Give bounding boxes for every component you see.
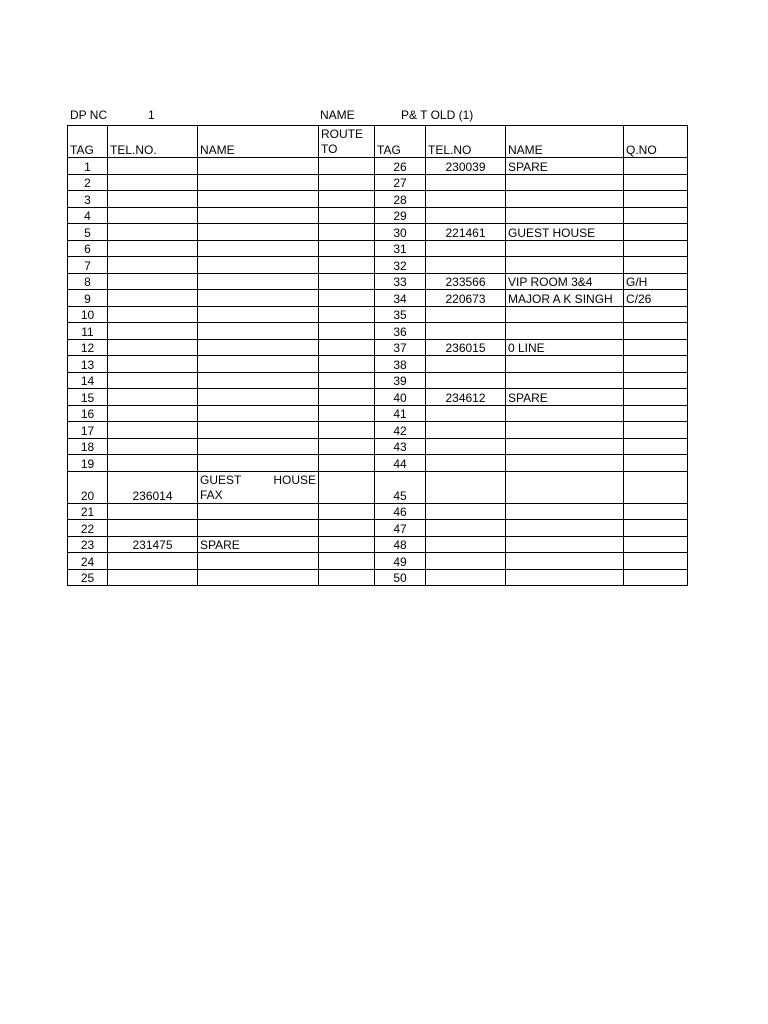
table-row [68, 207, 688, 224]
tag2-cell: 48 [375, 536, 426, 553]
name-cell: SPARE [198, 536, 319, 553]
tag2-cell: 41 [375, 405, 426, 422]
route-cell [319, 438, 375, 455]
tag2-cell: 38 [375, 356, 426, 373]
qno-cell [624, 503, 688, 520]
table-row [68, 174, 688, 191]
tag-cell: 17 [68, 422, 108, 439]
name-cell [198, 339, 319, 356]
tel2-cell: 233566 [426, 273, 506, 290]
name2-cell [506, 356, 624, 373]
tag2-cell: 26 [375, 158, 426, 175]
name-cell [198, 273, 319, 290]
tag-cell: 24 [68, 553, 108, 570]
table-row [68, 306, 688, 323]
tel-cell [108, 306, 198, 323]
qno-cell [624, 240, 688, 257]
route-cell [319, 224, 375, 241]
tel2-cell [426, 438, 506, 455]
name-cell [198, 438, 319, 455]
dp-value: 1 [148, 108, 155, 122]
name-cell [198, 306, 319, 323]
tag2-cell: 35 [375, 306, 426, 323]
tel2-cell [426, 553, 506, 570]
name-cell [198, 422, 319, 439]
name-cell [198, 240, 319, 257]
col-qno: Q.NO [624, 126, 688, 158]
name2-cell [506, 372, 624, 389]
qno-cell [624, 455, 688, 472]
tag2-cell: 29 [375, 207, 426, 224]
name-cell [198, 257, 319, 274]
route-cell [319, 207, 375, 224]
tag2-cell: 34 [375, 290, 426, 307]
route-cell [319, 422, 375, 439]
table-row [68, 240, 688, 257]
table-row [68, 422, 688, 439]
route-cell [319, 389, 375, 406]
col-name: NAME [198, 126, 319, 158]
qno-cell [624, 158, 688, 175]
tel-cell [108, 323, 198, 340]
tag-cell: 3 [68, 191, 108, 208]
name2-cell: SPARE [506, 158, 624, 175]
name2-cell [506, 455, 624, 472]
qno-cell [624, 422, 688, 439]
name2-cell: GUEST HOUSE [506, 224, 624, 241]
name-cell [198, 569, 319, 586]
route-cell [319, 323, 375, 340]
name2-cell [506, 520, 624, 537]
table-row [68, 553, 688, 570]
qno-cell [624, 323, 688, 340]
route-cell [319, 339, 375, 356]
tel-cell [108, 257, 198, 274]
name-cell [198, 290, 319, 307]
tel-cell [108, 503, 198, 520]
tel-cell [108, 520, 198, 537]
name2-cell: MAJOR A K SINGH [506, 290, 624, 307]
tel-cell [108, 174, 198, 191]
name2-cell [506, 536, 624, 553]
tag-cell: 16 [68, 405, 108, 422]
name-cell [198, 503, 319, 520]
tag2-cell: 45 [375, 471, 426, 503]
tag-cell: 1 [68, 158, 108, 175]
table-row [68, 257, 688, 274]
qno-cell [624, 174, 688, 191]
name-label: NAME [320, 108, 355, 122]
route-cell [319, 174, 375, 191]
qno-cell [624, 306, 688, 323]
tel2-cell [426, 536, 506, 553]
tel-cell [108, 455, 198, 472]
route-cell [319, 503, 375, 520]
qno-cell [624, 257, 688, 274]
name2-cell [506, 471, 624, 503]
table-row [68, 372, 688, 389]
tel2-cell [426, 520, 506, 537]
qno-cell [624, 569, 688, 586]
tag2-cell: 30 [375, 224, 426, 241]
tag2-cell: 27 [375, 174, 426, 191]
name2-cell [506, 503, 624, 520]
tel2-cell [426, 207, 506, 224]
name2-cell [506, 405, 624, 422]
tag2-cell: 44 [375, 455, 426, 472]
table-row [68, 438, 688, 455]
table-row [68, 191, 688, 208]
name-cell [198, 405, 319, 422]
route-cell [319, 536, 375, 553]
name2-cell: 0 LINE [506, 339, 624, 356]
tel-cell [108, 553, 198, 570]
tag-cell: 23 [68, 536, 108, 553]
tag-cell: 21 [68, 503, 108, 520]
tag-cell: 14 [68, 372, 108, 389]
qno-cell [624, 520, 688, 537]
name-value: P& T OLD (1) [401, 108, 474, 122]
name-cell [198, 174, 319, 191]
name-cell [198, 224, 319, 241]
tel-cell [108, 405, 198, 422]
name2-cell [506, 240, 624, 257]
qno-cell [624, 372, 688, 389]
route-cell [319, 553, 375, 570]
table-row [68, 356, 688, 373]
name2-cell: SPARE [506, 389, 624, 406]
tag2-cell: 49 [375, 553, 426, 570]
col-tag: TAG [68, 126, 108, 158]
table-row [68, 471, 688, 503]
dp-label: DP NC [70, 108, 108, 122]
tag-cell: 6 [68, 240, 108, 257]
qno-cell [624, 207, 688, 224]
route-cell [319, 257, 375, 274]
tel-cell [108, 273, 198, 290]
qno-cell [624, 438, 688, 455]
qno-cell [624, 536, 688, 553]
qno-cell [624, 553, 688, 570]
route-cell [319, 290, 375, 307]
tag2-cell: 37 [375, 339, 426, 356]
name-cell: GUEST HOUSE FAX [198, 471, 319, 503]
name-cell [198, 207, 319, 224]
col-tag2: TAG [375, 126, 426, 158]
name-cell [198, 553, 319, 570]
name-cell [198, 323, 319, 340]
tel2-cell [426, 174, 506, 191]
table-row [68, 389, 688, 406]
table-row [68, 536, 688, 553]
tel-cell [108, 191, 198, 208]
qno-cell [624, 471, 688, 503]
name-cell [198, 191, 319, 208]
route-cell [319, 569, 375, 586]
tag2-cell: 36 [375, 323, 426, 340]
tel-cell [108, 569, 198, 586]
tag-cell: 25 [68, 569, 108, 586]
tel2-cell [426, 356, 506, 373]
tag-cell: 13 [68, 356, 108, 373]
table-row [68, 339, 688, 356]
name-cell [198, 158, 319, 175]
route-cell [319, 356, 375, 373]
tel2-cell: 236015 [426, 339, 506, 356]
route-cell [319, 520, 375, 537]
tel2-cell [426, 372, 506, 389]
tag-cell: 4 [68, 207, 108, 224]
tag-cell: 19 [68, 455, 108, 472]
table-row [68, 224, 688, 241]
tag2-cell: 46 [375, 503, 426, 520]
tel-cell: 236014 [108, 471, 198, 503]
tag2-cell: 40 [375, 389, 426, 406]
tel2-cell [426, 191, 506, 208]
table-row [68, 503, 688, 520]
tag-cell: 7 [68, 257, 108, 274]
name2-cell [506, 323, 624, 340]
tel-cell [108, 356, 198, 373]
dp-table [67, 125, 688, 586]
tag-cell: 15 [68, 389, 108, 406]
table-row [68, 455, 688, 472]
tel-cell [108, 422, 198, 439]
qno-cell [624, 339, 688, 356]
tel-cell [108, 438, 198, 455]
name2-cell [506, 569, 624, 586]
qno-cell [624, 224, 688, 241]
name2-cell [506, 422, 624, 439]
tel2-cell [426, 306, 506, 323]
qno-cell: G/H [624, 273, 688, 290]
tag2-cell: 47 [375, 520, 426, 537]
tag-cell: 11 [68, 323, 108, 340]
table-row [68, 290, 688, 307]
tag2-cell: 32 [375, 257, 426, 274]
tel-cell [108, 240, 198, 257]
tel2-cell [426, 405, 506, 422]
tag-cell: 10 [68, 306, 108, 323]
tel2-cell: 220673 [426, 290, 506, 307]
tag-cell: 9 [68, 290, 108, 307]
sheet-header [0, 108, 768, 122]
name2-cell [506, 553, 624, 570]
tel2-cell [426, 455, 506, 472]
tel2-cell [426, 422, 506, 439]
tag2-cell: 39 [375, 372, 426, 389]
name-cell [198, 389, 319, 406]
route-cell [319, 273, 375, 290]
tel-cell [108, 389, 198, 406]
col-tel2: TEL.NO [426, 126, 506, 158]
header-row [68, 126, 688, 158]
tel2-cell: 230039 [426, 158, 506, 175]
tel-cell [108, 224, 198, 241]
table-row [68, 273, 688, 290]
tag-cell: 8 [68, 273, 108, 290]
name-cell [198, 455, 319, 472]
col-tel: TEL.NO. [108, 126, 198, 158]
tel2-cell [426, 503, 506, 520]
name2-cell [506, 174, 624, 191]
tel2-cell [426, 471, 506, 503]
name2-cell [506, 191, 624, 208]
name2-cell [506, 257, 624, 274]
col-name2: NAME [506, 126, 624, 158]
tel-cell [108, 158, 198, 175]
name-cell [198, 356, 319, 373]
tel-cell [108, 339, 198, 356]
tag2-cell: 42 [375, 422, 426, 439]
name2-cell [506, 207, 624, 224]
tag-cell: 2 [68, 174, 108, 191]
route-cell [319, 158, 375, 175]
col-route: ROUTE TO [319, 126, 375, 158]
tel-cell: 231475 [108, 536, 198, 553]
tag2-cell: 33 [375, 273, 426, 290]
route-cell [319, 405, 375, 422]
route-cell [319, 240, 375, 257]
table-row [68, 323, 688, 340]
tel2-cell: 221461 [426, 224, 506, 241]
name2-cell [506, 438, 624, 455]
table-row [68, 569, 688, 586]
table-row [68, 520, 688, 537]
tel-cell [108, 207, 198, 224]
name2-cell: VIP ROOM 3&4 [506, 273, 624, 290]
tag2-cell: 28 [375, 191, 426, 208]
tag-cell: 20 [68, 471, 108, 503]
tel-cell [108, 372, 198, 389]
tag2-cell: 50 [375, 569, 426, 586]
tel2-cell [426, 240, 506, 257]
qno-cell: C/26 [624, 290, 688, 307]
qno-cell [624, 191, 688, 208]
name-cell [198, 372, 319, 389]
qno-cell [624, 356, 688, 373]
tel2-cell: 234612 [426, 389, 506, 406]
route-cell [319, 191, 375, 208]
route-cell [319, 455, 375, 472]
route-cell [319, 471, 375, 503]
tag-cell: 12 [68, 339, 108, 356]
qno-cell [624, 389, 688, 406]
tag2-cell: 31 [375, 240, 426, 257]
tel2-cell [426, 569, 506, 586]
tag-cell: 22 [68, 520, 108, 537]
tag2-cell: 43 [375, 438, 426, 455]
route-cell [319, 306, 375, 323]
tel2-cell [426, 257, 506, 274]
qno-cell [624, 405, 688, 422]
table-row [68, 405, 688, 422]
name2-cell [506, 306, 624, 323]
name-cell [198, 520, 319, 537]
tag-cell: 18 [68, 438, 108, 455]
table-row [68, 158, 688, 175]
tag-cell: 5 [68, 224, 108, 241]
tel2-cell [426, 323, 506, 340]
route-cell [319, 372, 375, 389]
tel-cell [108, 290, 198, 307]
